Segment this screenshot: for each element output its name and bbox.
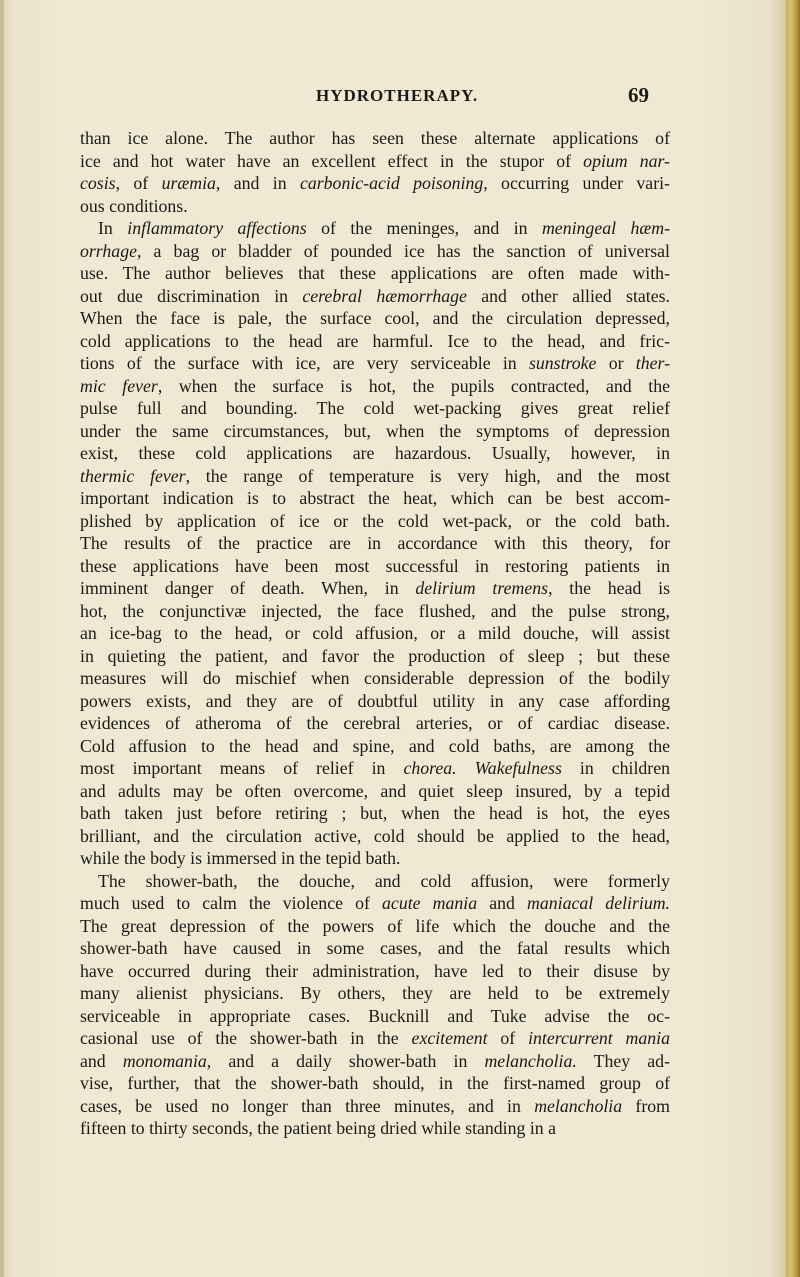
text-run: , and a daily shower-bath in (206, 1050, 485, 1071)
body-text (80, 127, 670, 1140)
paragraph (80, 127, 670, 217)
text-run: , and in (215, 173, 300, 193)
text-run: , occurring under vari- (483, 173, 670, 193)
italic-term: orrhage (80, 240, 137, 261)
text-line (80, 690, 670, 713)
text-line (80, 240, 670, 263)
text-line (80, 577, 670, 600)
text-run: Cold affusion to the head and spine, and cold baths, are among the (80, 735, 670, 756)
text-line (80, 802, 670, 825)
italic-term: opium nar- (583, 150, 670, 171)
italic-term: mic fever (80, 375, 158, 396)
text-line (80, 645, 670, 668)
text-line (80, 847, 670, 870)
text-line (80, 780, 670, 803)
text-run: tions of the surface with ice, are very serviceable in (80, 353, 529, 373)
italic-term: meningeal hæm- (541, 218, 670, 238)
text-line (80, 892, 670, 915)
text-run: imminent danger of death. When, in (80, 578, 416, 598)
italic-term: cerebral hæmorrhage (302, 285, 467, 306)
italic-term: thermic fever (80, 465, 186, 486)
text-line (80, 1095, 670, 1118)
text-line (80, 465, 670, 488)
italic-term: inflammatory affections (127, 218, 307, 238)
text-run: fifteen to thirty seconds, the patient being dried while standing in a (80, 1118, 557, 1138)
text-line (80, 195, 670, 218)
italic-term: delirium tremens (415, 578, 549, 598)
text-run: The results of the practice are in accordance with this theory, for (80, 533, 670, 553)
text-line (80, 1072, 670, 1095)
text-line (80, 532, 670, 555)
text-run: pulse full and bounding. The cold wet-packing gives great relief (80, 398, 670, 418)
text-line (80, 420, 670, 443)
italic-term: ther- (635, 353, 670, 373)
text-run: or (596, 353, 636, 373)
text-run: of the meninges, and in (306, 218, 542, 238)
text-run: out due discrimination in (80, 285, 303, 306)
text-run: under the same circumstances, but, when the symptoms of depression (80, 420, 670, 441)
italic-term: melancholia. (484, 1050, 577, 1071)
paragraph (80, 870, 670, 1140)
text-run: and (80, 1050, 123, 1071)
text-run: these applications have been most successful in restoring patients in (80, 555, 670, 576)
text-line (80, 1117, 670, 1140)
text-line (80, 982, 670, 1005)
text-run: in quieting the patient, and favor the production of sleep ; but these (80, 645, 670, 666)
text-line (80, 397, 670, 420)
text-line (80, 825, 670, 848)
text-run: of (487, 1028, 529, 1048)
text-line (80, 622, 670, 645)
text-run: powers exists, and they are of doubtful utility in any case affording (80, 690, 670, 711)
text-run: and other allied states. (466, 285, 670, 306)
text-run: and (477, 893, 528, 913)
text-run: an ice-bag to the head, or cold affusion, or a mild douche, will assist (80, 623, 670, 643)
running-title: HYDROTHERAPY. (316, 86, 479, 105)
text-run: They ad- (576, 1050, 670, 1071)
text-line (80, 510, 670, 533)
text-line (80, 330, 670, 353)
text-line (80, 712, 670, 735)
italic-term: acute mania (382, 893, 478, 913)
text-run: while the body is immersed in the tepid bath. (80, 848, 401, 868)
paragraph (80, 217, 670, 870)
text-line (80, 735, 670, 758)
italic-term: cosis (80, 173, 116, 193)
text-run: vise, further, that the shower-bath should, in the first-named group of (80, 1073, 670, 1093)
text-run: use. The author believes that these applications are often made with- (80, 263, 670, 283)
running-head (0, 83, 780, 108)
text-run: The great depression of the powers of life which the douche and the (80, 915, 670, 936)
text-run: shower-bath have caused in some cases, and the fatal results which (80, 938, 670, 958)
text-run: have occurred during their administration, have led to their disuse by (80, 960, 670, 981)
page-fore-edge (786, 0, 800, 1277)
text-line (80, 667, 670, 690)
text-run: and adults may be often overcome, and quiet sleep insured, by a tepid (80, 780, 670, 801)
text-line (80, 375, 670, 398)
text-run: , the head is (548, 578, 670, 598)
text-run: ice and hot water have an excellent effect in the stupor of (80, 150, 584, 171)
text-run: brilliant, and the circulation active, cold should be applied to the head, (80, 825, 670, 846)
page-number: 69 (628, 83, 649, 107)
italic-term: excitement (411, 1028, 488, 1048)
text-run: bath taken just before retiring ; but, when the head is hot, the eyes (80, 803, 670, 823)
text-line (80, 217, 670, 240)
text-run: In (98, 218, 128, 238)
text-run: , the range of temperature is very high, and the most (185, 465, 670, 486)
text-run: , when the surface is hot, the pupils contracted, and the (157, 375, 670, 396)
italic-term: uræmia (161, 173, 216, 193)
italic-term: melancholia (534, 1095, 623, 1116)
text-run: ous conditions. (80, 195, 188, 216)
text-run: casional use of the shower-bath in the (80, 1028, 412, 1048)
text-run: most important means of relief in (80, 758, 404, 778)
italic-term: sunstroke (528, 353, 597, 373)
text-run: The shower-bath, the douche, and cold affusion, were formerly (98, 870, 670, 891)
text-line (80, 127, 670, 150)
italic-term: maniacal delirium. (527, 893, 670, 913)
italic-term: intercurrent mania (528, 1028, 670, 1048)
text-run: When the face is pale, the surface cool, and the circulation depressed, (80, 308, 670, 328)
text-line (80, 352, 670, 375)
text-run: , of (115, 173, 162, 193)
text-line (80, 262, 670, 285)
text-run: from (622, 1095, 670, 1116)
text-run: serviceable in appropriate cases. Bucknill and Tuke advise the oc- (80, 1005, 670, 1026)
text-line (80, 757, 670, 780)
text-run: exist, these cold applications are hazardous. Usually, however, in (80, 443, 670, 463)
text-line (80, 172, 670, 195)
text-run: plished by application of ice or the cold wet-pack, or the cold bath. (80, 510, 670, 531)
text-line (80, 1027, 670, 1050)
text-line (80, 960, 670, 983)
text-line (80, 150, 670, 173)
italic-term: carbonic-acid poisoning (299, 173, 484, 193)
text-line (80, 600, 670, 623)
text-run: , a bag or bladder of pounded ice has the sanction of universal (136, 240, 670, 261)
text-line (80, 915, 670, 938)
text-run: important indication is to abstract the heat, which can be best accom- (80, 488, 670, 508)
page-gutter-edge (0, 0, 4, 1277)
text-line (80, 442, 670, 465)
italic-term: monomania (122, 1050, 207, 1071)
text-run: in children (561, 758, 670, 778)
text-run: evidences of atheroma of the cerebral arteries, or of cardiac disease. (80, 713, 670, 733)
text-line (80, 487, 670, 510)
text-run: cases, be used no longer than three minutes, and in (80, 1095, 535, 1116)
text-line (80, 1005, 670, 1028)
text-line (80, 555, 670, 578)
text-line (80, 1050, 670, 1073)
text-run: much used to calm the violence of (80, 893, 383, 913)
text-line (80, 285, 670, 308)
text-line (80, 307, 670, 330)
text-line (80, 937, 670, 960)
text-run: hot, the conjunctivæ injected, the face flushed, and the pulse strong, (80, 600, 670, 621)
text-run: many alienist physicians. By others, they are held to be extremely (80, 983, 670, 1003)
text-run: than ice alone. The author has seen these alternate applications of (80, 128, 670, 148)
italic-term: chorea. Wakefulness (403, 758, 562, 778)
text-line (80, 870, 670, 893)
text-run: cold applications to the head are harmful. Ice to the head, and fric- (80, 330, 670, 351)
text-run: measures will do mischief when considerable depression of the bodily (80, 668, 670, 688)
